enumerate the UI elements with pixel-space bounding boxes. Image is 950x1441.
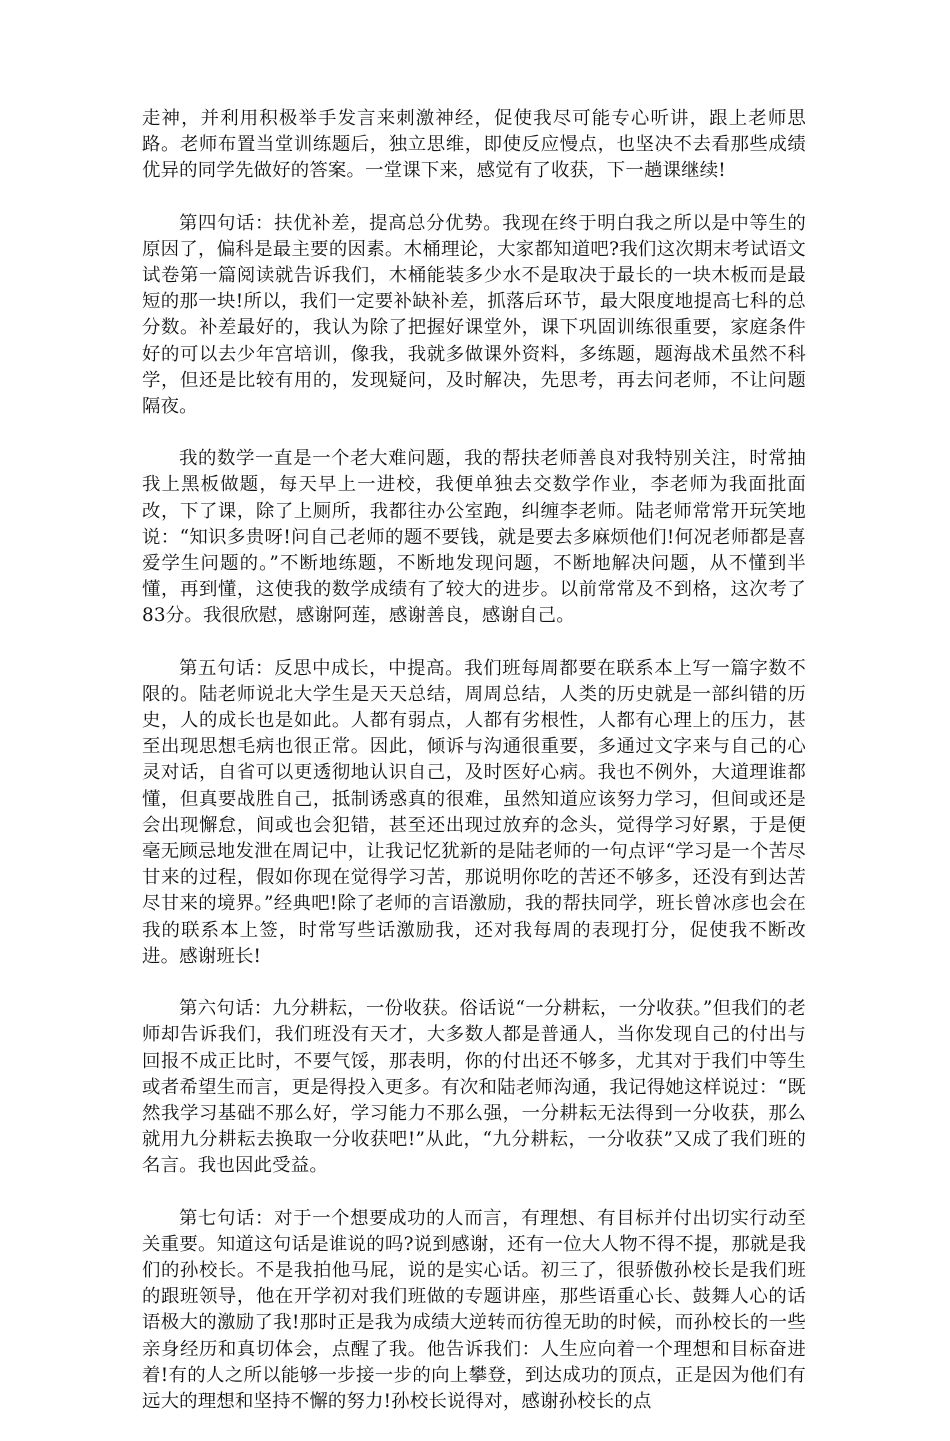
paragraph-6: 第七句话：对于一个想要成功的人而言，有理想、有目标并付出切实行动至关重要。知道这句话是谁说的吗?说到感谢，还有一位大人物不得不提，那就是我们的孙校长。不是我拍他马屁，说的是实心话。初三了，很骄傲孙校长是我们班的跟班领导，他在开学初对我们班做的专题讲座，那些语重心长、鼓舞人心的话语极大的激励了我!那时正是我为成绩大逆转而彷徨无助的时候，而孙校长的一些亲身经历和真切体会，点醒了我。他告诉我们：人生应向着一个理想和目标奋进着!有的人之所以能够一步接一步的向上攀登，到达成功的顶点，正是因为他们有远大的理想和坚持不懈的努力!孙校长说得对，感谢孙校长的点 (142, 1207, 806, 1412)
paragraph-3: 我的数学一直是一个老大难问题，我的帮扶老师善良对我特别关注，时常抽我上黑板做题，每天早上一进校，我便单独去交数学作业，李老师为我面批面改，下了课，除了上厕所，我都往办公室跑，纠缠李老师。陆老师常常开玩笑地说：“知识多贵呀!问自己老师的题不要钱，就是要去多麻烦他们!何况老师都是喜爱学生问题的。”不断地练题，不断地发现问题，不断地解决问题，从不懂到半懂，再到懂，这使我的数学成绩有了较大的进步。以前常常及不到格，这次考了83分。我很欣慰，感谢阿莲，感谢善良，感谢自己。 (142, 448, 806, 627)
paragraph-2: 第四句话：扶优补差，提高总分优势。我现在终于明白我之所以是中等生的原因了，偏科是最主要的因素。木桶理论，大家都知道吧?我们这次期末考试语文试卷第一篇阅读就告诉我们，木桶能装多少水不是取决于最长的一块木板而是最短的那一块!所以，我们一定要补缺补差，抓落后环节，最大限度地提高七科的总分数。补差最好的，我认为除了把握好课堂外，课下巩固训练很重要，家庭条件好的可以去少年宫培训，像我，我就多做课外资料，多练题，题海战术虽然不科学，但还是比较有用的，发现疑问，及时解决，先思考，再去问老师，不让问题隔夜。 (142, 212, 806, 418)
paragraph-4: 第五句话：反思中成长，中提高。我们班每周都要在联系本上写一篇字数不限的。陆老师说北大学生是天天总结，周周总结，人类的历史就是一部纠错的历史，人的成长也是如此。人都有弱点，人都有劣根性，人都有心理上的压力，甚至出现思想毛病也很正常。因此，倾诉与沟通很重要，多通过文字来与自己的心灵对话，自省可以更透彻地认识自己，及时医好心病。我也不例外，大道理谁都懂，但真要战胜自己，抵制诱惑真的很难，虽然知道应该努力学习，但间或还是会出现懈怠，间或也会犯错，甚至还出现过放弃的念头，觉得学习好累，于是便毫无顾忌地发泄在周记中，让我记忆犹新的是陆老师的一句点评“学习是一个苦尽甘来的过程，假如你现在觉得学习苦，那说明你吃的苦还不够多，还没有到达苦尽甘来的境界。”经典吧!除了老师的言语激励，我的帮扶同学，班长曾冰彦也会在我的联系本上签，时常写些话激励我，还对我每周的表现打分，促使我不断改进。感谢班长! (142, 657, 806, 967)
paragraph-1: 走神，并利用积极举手发言来刺激神经，促使我尽可能专心听讲，跟上老师思路。老师布置当堂训练题后，独立思维，即使反应慢点，也坚决不去看那些成绩优异的同学先做好的答案。一堂课下来，感觉有了收获，下一趟课继续! (142, 108, 806, 182)
document-body (142, 106, 806, 1441)
paragraph-5: 第六句话：九分耕耘，一份收获。俗话说“一分耕耘，一分收获。”但我们的老师却告诉我们，我们班没有天才，大多数人都是普通人，当你发现自己的付出与回报不成正比时，不要气馁，那表明，你的付出还不够多，尤其对于我们中等生或者希望生而言，更是得投入更多。有次和陆老师沟通，我记得她这样说过：“既然我学习基础不那么好，学习能力不那么强，一分耕耘无法得到一分收获，那么就用九分耕耘去换取一分收获吧!”从此，“九分耕耘，一分收获”又成了我们班的名言。我也因此受益。 (142, 998, 806, 1177)
